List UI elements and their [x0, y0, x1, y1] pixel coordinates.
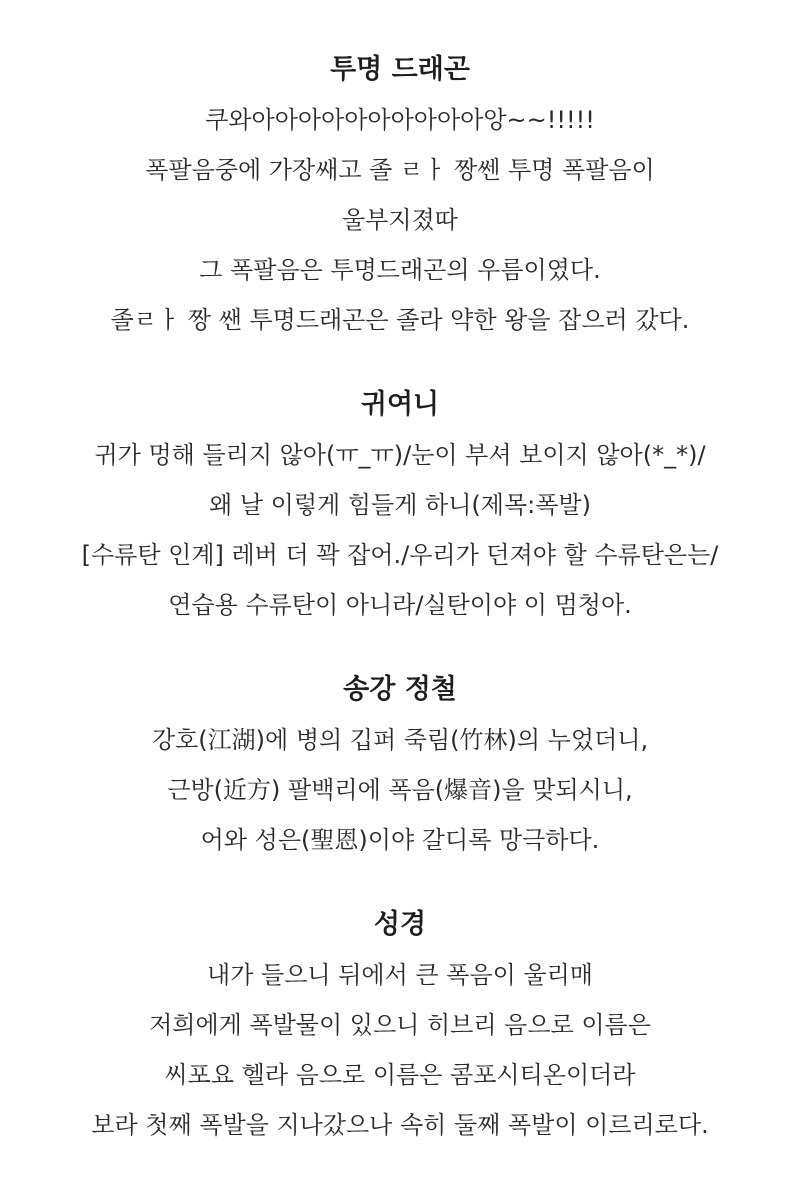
section-title: 성경 — [373, 909, 427, 940]
text-line: 내가 들으니 뒤에서 큰 폭음이 울리매 — [207, 961, 593, 989]
section-transparent-dragon — [0, 45, 800, 345]
text-line: 귀가 멍해 들리지 않아(ㅠ_ㅠ)/눈이 부셔 보이지 않아(*_*)/ — [94, 441, 706, 469]
text-line: 폭팔음중에 가장쌔고 졸 ㄹㅏ 짱쎈 투명 폭팔음이 — [145, 156, 655, 184]
text-line: 울부지졌따 — [342, 206, 458, 234]
text-line: 어와 성은(聖恩)이야 갈디록 망극하다. — [200, 826, 600, 854]
text-line: 그 폭팔음은 투명드래곤의 우름이였다. — [199, 256, 601, 284]
section-guiyeoni — [0, 380, 800, 630]
section-bible — [0, 900, 800, 1150]
text-line: 졸ㄹㅏ 짱 쌘 투명드래곤은 졸라 약한 왕을 잡으러 갔다. — [110, 306, 690, 334]
text-line: 연습용 수류탄이 아니라/실탄이야 이 멈청아. — [168, 591, 632, 619]
text-line: 씨포요 헬라 음으로 이름은 콤포시티온이더라 — [164, 1061, 636, 1089]
text-line: 근방(近方) 팔백리에 폭음(爆音)을 맞되시니, — [167, 776, 633, 804]
text-line: 강호(江湖)에 병의 깁퍼 죽림(竹林)의 누었더니, — [151, 726, 649, 754]
section-title: 투명 드래곤 — [330, 54, 470, 85]
section-title: 송강 정철 — [343, 674, 457, 705]
section-title: 귀여니 — [360, 389, 440, 420]
text-line: 쿠와아아아아아아아아아아앙~~!!!!! — [205, 106, 595, 134]
text-line: 저희에게 폭발물이 있으니 히브리 음으로 이름은 — [149, 1011, 651, 1039]
text-line: 보라 첫째 폭발을 지나갔으나 속히 둘째 폭발이 이르리로다. — [91, 1111, 709, 1139]
text-line: [수류탄 인계] 레버 더 꽉 잡어./우리가 던져야 할 수류탄은는/ — [81, 541, 719, 569]
text-line: 왜 날 이렇게 힘들게 하니(제목:폭발) — [209, 491, 591, 519]
section-songgang-jeongcheol — [0, 665, 800, 865]
